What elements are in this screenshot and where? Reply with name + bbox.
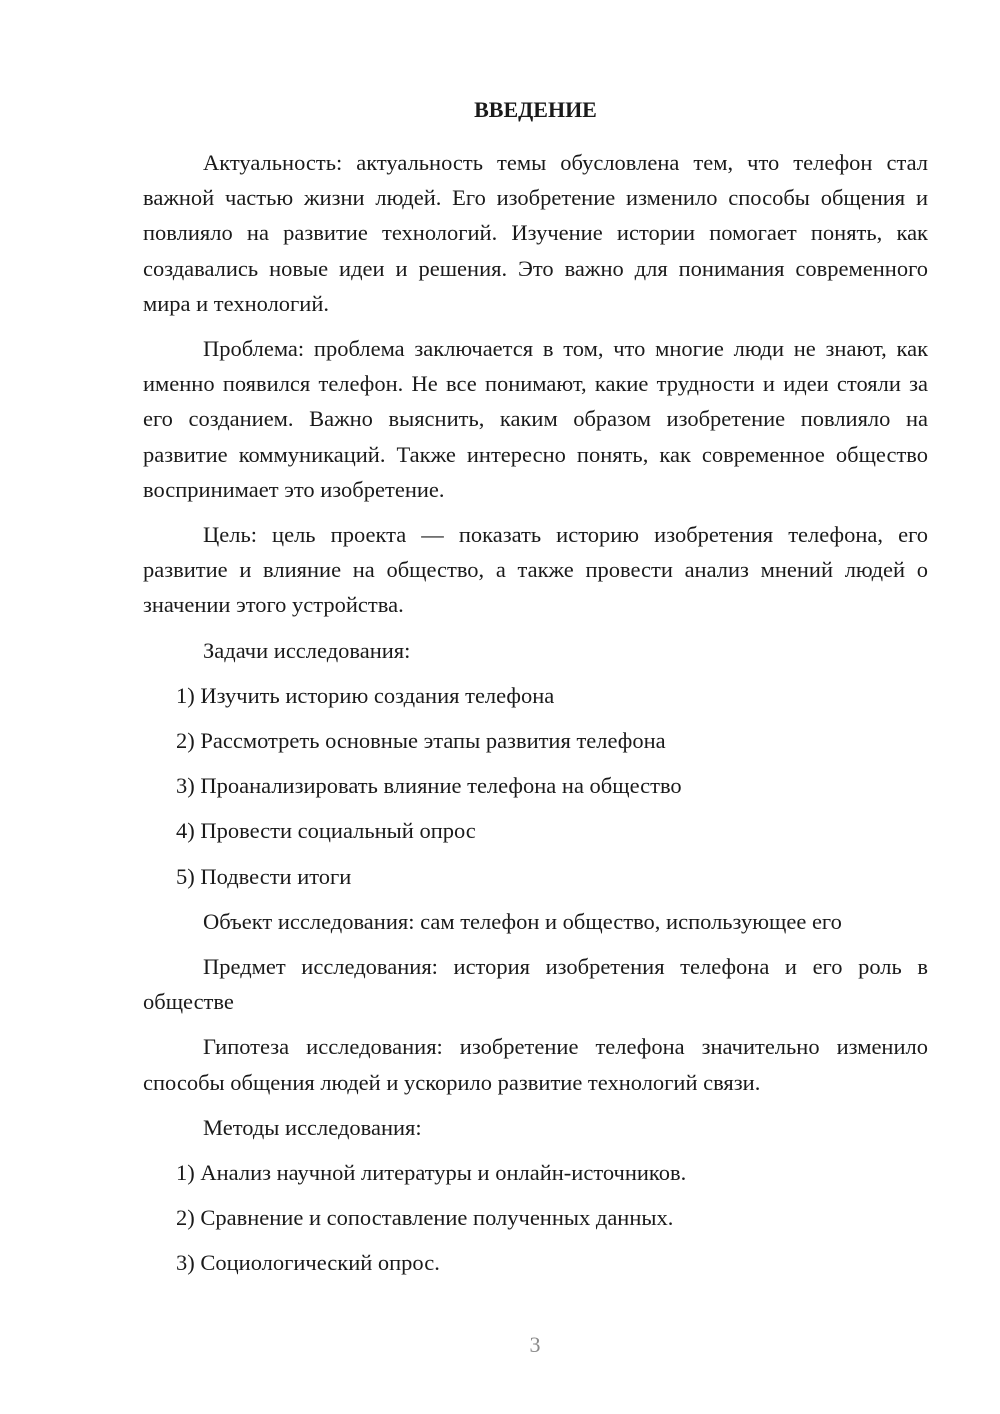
- task-item: 2) Рассмотреть основные этапы развития телефона: [176, 728, 666, 754]
- object-paragraph: Объект исследования: сам телефон и общество, использующее его: [203, 908, 842, 934]
- goal-paragraph: Цель: цель проекта — показать историю изобретения телефона, его развитие и влияние на общество, а также провести анализ мнений людей о значении этого устройства.: [143, 522, 928, 618]
- methods-label: Методы исследования:: [203, 1114, 422, 1140]
- method-item: 3) Социологический опрос.: [176, 1250, 440, 1276]
- task-item: 4) Провести социальный опрос: [176, 818, 476, 844]
- method-item: 1) Анализ научной литературы и онлайн-источников.: [176, 1160, 687, 1186]
- subject-paragraph: Предмет исследования: история изобретения телефона и его роль в обществе: [143, 954, 928, 1015]
- tasks-label: Задачи исследования:: [203, 637, 411, 663]
- page-number: 3: [529, 1332, 541, 1357]
- task-item: 3) Проанализировать влияние телефона на общество: [176, 773, 682, 799]
- relevance-paragraph: Актуальность: актуальность темы обусловлена тем, что телефон стал важной частью жизни людей. Его изобретение изменило способы общения и повлияло на развитие технологий. Изучение истории помогает понять, как создавались новые идеи и решения. Это важно для понимания современного мира и технологий.: [143, 150, 928, 316]
- problem-paragraph: Проблема: проблема заключается в том, что многие люди не знают, как именно появился телефон. Не все понимают, какие трудности и идеи стояли за его созданием. Важно выяснить, каким образом изобретение повлияло на развитие коммуникаций. Также интересно понять, как современное общество воспринимает это изобретение.: [143, 336, 928, 502]
- section-heading: ВВЕДЕНИЕ: [474, 97, 597, 122]
- page-content: [143, 94, 928, 1291]
- hypothesis-paragraph: Гипотеза исследования: изобретение телефона значительно изменило способы общения людей и ускорило развитие технологий связи.: [143, 1034, 928, 1095]
- task-item: 5) Подвести итоги: [176, 863, 352, 889]
- method-item: 2) Сравнение и сопоставление полученных данных.: [176, 1205, 674, 1231]
- task-item: 1) Изучить историю создания телефона: [176, 682, 555, 708]
